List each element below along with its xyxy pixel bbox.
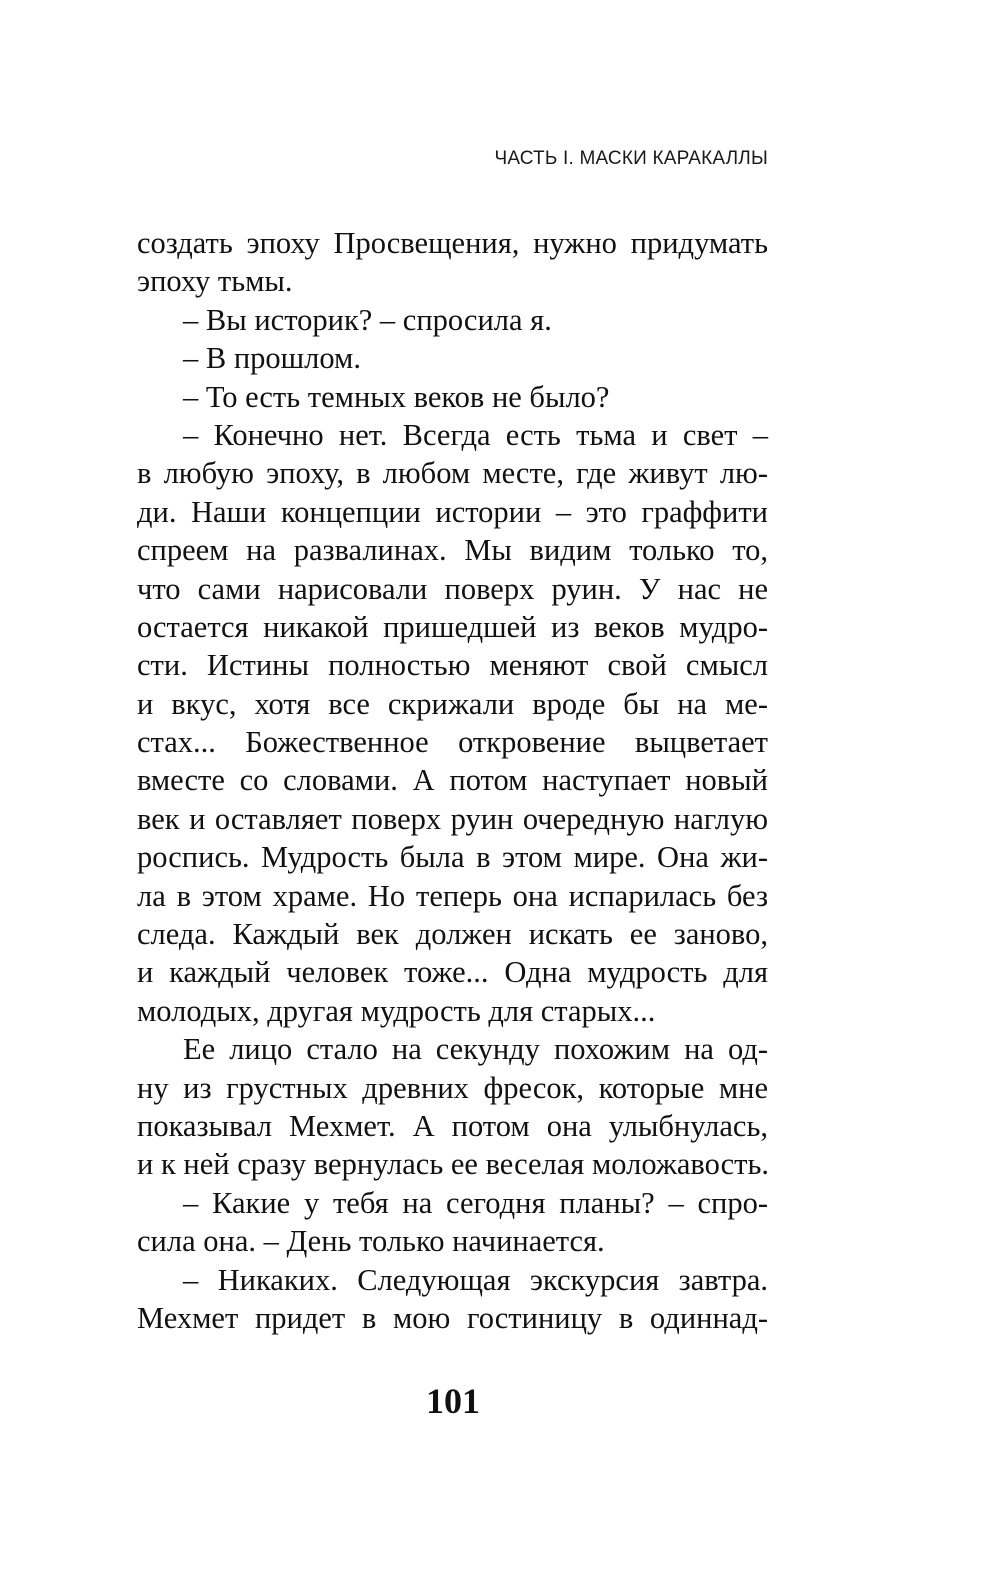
text-line: – Конечно нет. Всегда есть тьма и свет – — [183, 417, 768, 452]
text-line: и к ней сразу вернулась ее веселая моложавость. — [137, 1147, 770, 1182]
text-line: спреем на развалинах. Мы видим только то, — [137, 533, 768, 568]
page-number: 101 — [426, 1381, 480, 1421]
text-line: Ее лицо стало на секунду похожим на од- — [183, 1032, 768, 1067]
text-line: показывал Мехмет. А потом она улыбнулась, — [137, 1108, 768, 1143]
running-head: ЧАСТЬ I. МАСКИ КАРАКАЛЛЫ — [494, 148, 768, 169]
text-line: и каждый человек тоже... Одна мудрость для — [137, 955, 768, 990]
text-line: эпоху тьмы. — [137, 264, 293, 299]
text-line: – В прошлом. — [183, 341, 361, 376]
text-line: – Какие у тебя на сегодня планы? – спро- — [183, 1185, 768, 1220]
text-line: век и оставляет поверх руин очередную наглую — [137, 801, 768, 836]
text-line: стах... Божественное откровение выцветает — [137, 725, 768, 760]
body-text — [137, 224, 768, 1337]
text-line: остается никакой пришедшей из веков мудро- — [137, 609, 768, 644]
text-line: сила она. – День только начинается. — [137, 1224, 605, 1259]
text-line: создать эпоху Просвещения, нужно придумать — [137, 226, 768, 260]
text-line: Мехмет придет в мою гостиницу в одиннад- — [137, 1300, 768, 1335]
text-line: ди. Наши концепции истории – это граффити — [137, 494, 768, 529]
text-line: следа. Каждый век должен искать ее заново, — [137, 917, 768, 952]
text-line: – Вы историк? – спросила я. — [183, 302, 552, 337]
text-line: роспись. Мудрость была в этом мире. Она жи- — [137, 840, 768, 875]
text-line: – То есть темных веков не было? — [183, 379, 610, 414]
text-line: вместе со словами. А потом наступает новый — [137, 763, 768, 798]
text-line: сти. Истины полностью меняют свой смысл — [137, 648, 768, 683]
text-line: что сами нарисовали поверх руин. У нас не — [137, 571, 768, 606]
text-line: в любую эпоху, в любом месте, где живут лю- — [137, 456, 768, 491]
text-line: и вкус, хотя все скрижали вроде бы на ме- — [137, 686, 768, 721]
text-line: – Никаких. Следующая экскурсия завтра. — [183, 1262, 768, 1297]
text-line: ну из грустных древних фресок, которые мне — [137, 1070, 768, 1105]
text-line: ла в этом храме. Но теперь она испарилась без — [137, 878, 768, 913]
text-line: молодых, другая мудрость для старых... — [137, 993, 656, 1028]
